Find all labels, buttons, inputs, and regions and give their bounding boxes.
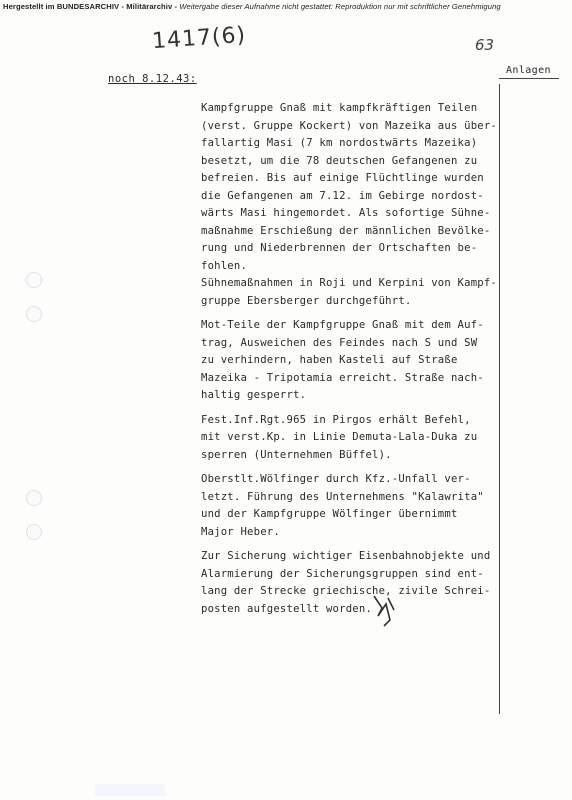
text-line: lang der Strecke griechische, zivile Schrei- — [201, 585, 491, 597]
text-line: fohlen. — [201, 259, 248, 272]
text-line: Sühnemaßnahmen in Roji und Kerpini von Kampf- — [201, 277, 498, 289]
handwritten-page-number: 63 — [475, 36, 495, 54]
report-paragraph — [201, 548, 501, 618]
text-line: besetzt, um die 78 deutschen Gefangenen zu — [201, 154, 478, 167]
text-line: haltig gesperrt. — [201, 389, 307, 401]
report-body — [201, 100, 501, 625]
text-line: fallartig Masi (7 km nordostwärts Mazeika) — [201, 137, 478, 149]
text-line: Fest.Inf.Rgt.965 in Pirgos erhält Befehl, — [201, 413, 471, 426]
text-line: Mot-Teile der Kampfgruppe Gnaß mit dem Auf- — [201, 319, 484, 331]
text-line: Mazeika - Tripotamia erreicht. Straße nach- — [201, 371, 484, 384]
archive-institution: Hergestellt im BUNDESARCHIV - Militärarchiv - — [3, 2, 178, 11]
text-line: und der Kampfgruppe Wölfinger übernimmt — [201, 508, 458, 520]
punch-hole — [26, 490, 42, 506]
date-heading: noch 8.12.43: — [108, 73, 197, 85]
text-line: letzt. Führung des Unternehmens "Kalawrita" — [201, 490, 484, 503]
punch-hole — [26, 524, 42, 540]
text-line: Kampfgruppe Gnaß mit kampfkräftigen Teilen — [201, 102, 478, 114]
report-paragraph — [201, 317, 501, 405]
report-paragraph — [201, 412, 501, 465]
text-line: maßnahme Erschießung der männlichen Bevölke- — [201, 224, 491, 237]
text-line: trag, Ausweichen des Feindes nach S und SW — [201, 336, 478, 349]
report-paragraph — [201, 471, 501, 541]
text-line: Major Heber. — [201, 525, 280, 538]
microfilm-stamp-mark — [95, 784, 165, 796]
text-line: Zur Sicherung wichtiger Eisenbahnobjekte und — [201, 550, 491, 562]
text-line: mit verst.Kp. in Linie Demuta-Lala-Duka zu — [201, 431, 478, 443]
punch-hole — [26, 272, 42, 288]
text-line: rung und Niederbrennen der Ortschaften be- — [201, 242, 478, 254]
handwritten-initial-mark — [370, 590, 400, 630]
handwritten-file-number: 1417(6) — [151, 22, 247, 55]
report-paragraph — [201, 100, 501, 310]
margin-label-anlagen: Anlagen — [506, 65, 551, 76]
punch-hole — [26, 306, 42, 322]
archive-notice: Weitergabe dieser Aufnahme nicht gestattet: Reproduktion nur mit schriftlicher Genehmigung — [179, 2, 501, 11]
margin-rule-top — [499, 78, 559, 79]
archive-header — [3, 2, 569, 11]
text-line: zu verhindern, haben Kasteli auf Straße — [201, 354, 458, 366]
text-line: gruppe Ebersberger durchgeführt. — [201, 294, 412, 307]
text-line: sperren (Unternehmen Büffel). — [201, 448, 392, 461]
text-line: Alarmierung der Sicherungsgruppen sind ent- — [201, 567, 484, 580]
text-line: (verst. Gruppe Kockert) von Mazeika aus über- — [201, 119, 498, 132]
text-line: posten aufgestellt worden. — [201, 602, 373, 615]
text-line: befreien. Bis auf einige Flüchtlinge wurden — [201, 172, 484, 184]
text-line: die Gefangenen am 7.12. im Gebirge nordost- — [201, 189, 484, 202]
text-line: wärts Masi hingemordet. Als sofortige Sühne- — [201, 207, 491, 219]
text-line: Oberstlt.Wölfinger durch Kfz.-Unfall ver- — [201, 473, 471, 485]
